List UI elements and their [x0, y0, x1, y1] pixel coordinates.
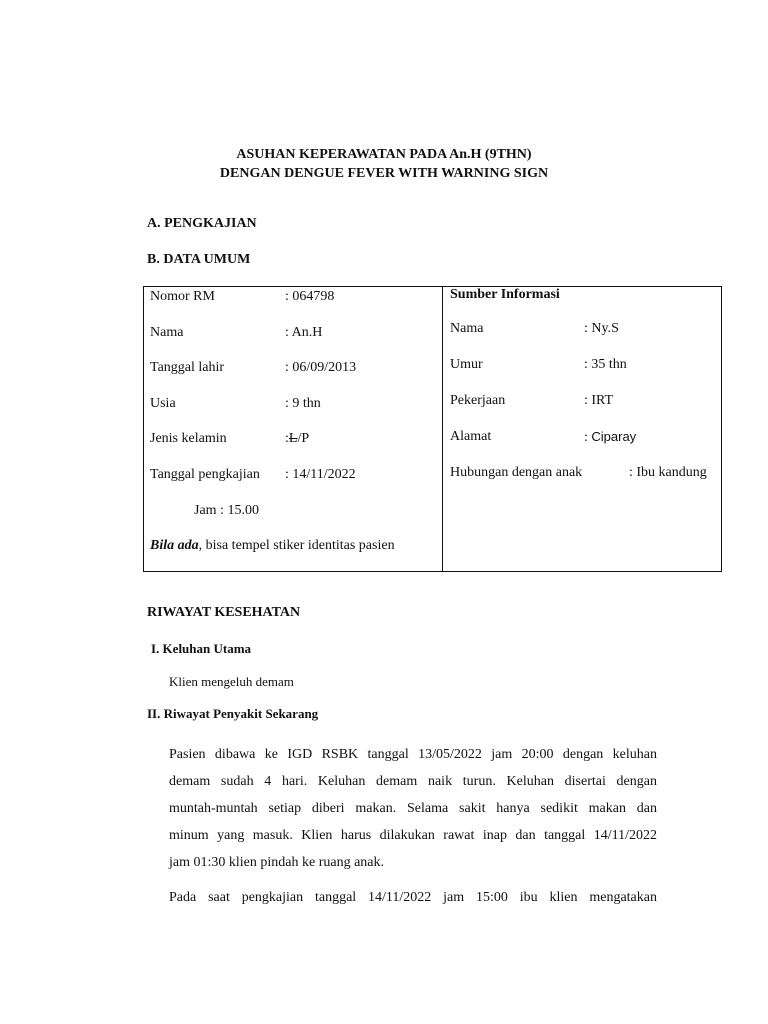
source-job-label: Pekerjaan	[450, 393, 506, 408]
assessment-date-label: Tanggal pengkajian	[150, 467, 260, 482]
sex-colon: :	[285, 431, 289, 446]
address-text: Ciparay	[591, 429, 637, 444]
source-age-label: Umur	[450, 357, 483, 372]
main-complaint-text: Klien mengeluh demam	[169, 674, 294, 689]
source-name-label: Nama	[450, 321, 484, 336]
sex-struck-option: L	[288, 431, 298, 446]
rm-label: Nomor RM	[150, 289, 215, 304]
document-title-line-1: ASUHAN KEPERAWATAN PADA An.H (9THN)	[236, 147, 532, 162]
sex-label: Jenis kelamin	[150, 431, 227, 446]
address-colon: :	[584, 430, 588, 445]
sex-value	[285, 431, 309, 447]
current-illness-heading: II. Riwayat Penyakit Sekarang	[147, 706, 319, 721]
rm-value: : 064798	[285, 289, 335, 304]
source-name-value: : Ny.S	[584, 321, 619, 336]
current-illness-paragraph-2	[169, 884, 657, 911]
age-value: : 9 thn	[285, 396, 321, 411]
document-title-line-2: DENGAN DENGUE FEVER WITH WARNING SIGN	[219, 166, 549, 181]
paragraph-line: Pada saat pengkajian tanggal 14/11/2022 jam 15:00 ibu klien mengatakan	[169, 890, 657, 905]
source-job-value: : IRT	[584, 393, 614, 408]
section-data-umum-heading: B. DATA UMUM	[147, 252, 251, 267]
table-divider	[442, 287, 443, 571]
source-age-value: : 35 thn	[584, 357, 627, 372]
current-illness-paragraph-1	[169, 741, 657, 876]
sticker-note	[150, 538, 395, 554]
paragraph-line: jam 01:30 klien pindah ke ruang anak.	[169, 855, 384, 870]
paragraph-line: Pasien dibawa ke IGD RSBK tanggal 13/05/2022 jam 20:00 dengan keluhan	[169, 747, 657, 762]
source-relation-label: Hubungan dengan anak	[450, 465, 583, 480]
source-address-value	[584, 429, 636, 446]
age-label: Usia	[150, 396, 176, 411]
paragraph-line: demam sudah 4 hari. Keluhan demam naik turun. Keluhan disertai dengan	[169, 774, 657, 789]
source-heading: Sumber Informasi	[450, 287, 560, 302]
patient-name-label: Nama	[150, 325, 184, 340]
section-pengkajian-heading: A. PENGKAJIAN	[147, 216, 257, 231]
dob-value: : 06/09/2013	[285, 360, 357, 375]
sex-selected-option: /P	[297, 431, 310, 446]
health-history-heading: RIWAYAT KESEHATAN	[147, 605, 301, 620]
source-address-label: Alamat	[450, 429, 492, 444]
patient-name-value: : An.H	[285, 325, 323, 340]
paragraph-line: minum yang masuk. Klien harus dilakukan rawat inap dan tanggal 14/11/2022	[169, 828, 657, 843]
dob-label: Tanggal lahir	[150, 360, 225, 375]
main-complaint-heading: I. Keluhan Utama	[151, 641, 252, 656]
source-relation-value: : Ibu kandung	[629, 465, 707, 480]
identity-table	[143, 286, 722, 572]
paragraph-line: muntah-muntah setiap diberi makan. Selama sakit hanya sedikit makan dan	[169, 801, 657, 816]
sticker-note-bold: Bila ada	[150, 538, 199, 553]
assessment-date-value: : 14/11/2022	[285, 467, 356, 482]
assessment-time: Jam : 15.00	[194, 503, 259, 518]
sticker-note-rest: , bisa tempel stiker identitas pasien	[198, 538, 395, 553]
